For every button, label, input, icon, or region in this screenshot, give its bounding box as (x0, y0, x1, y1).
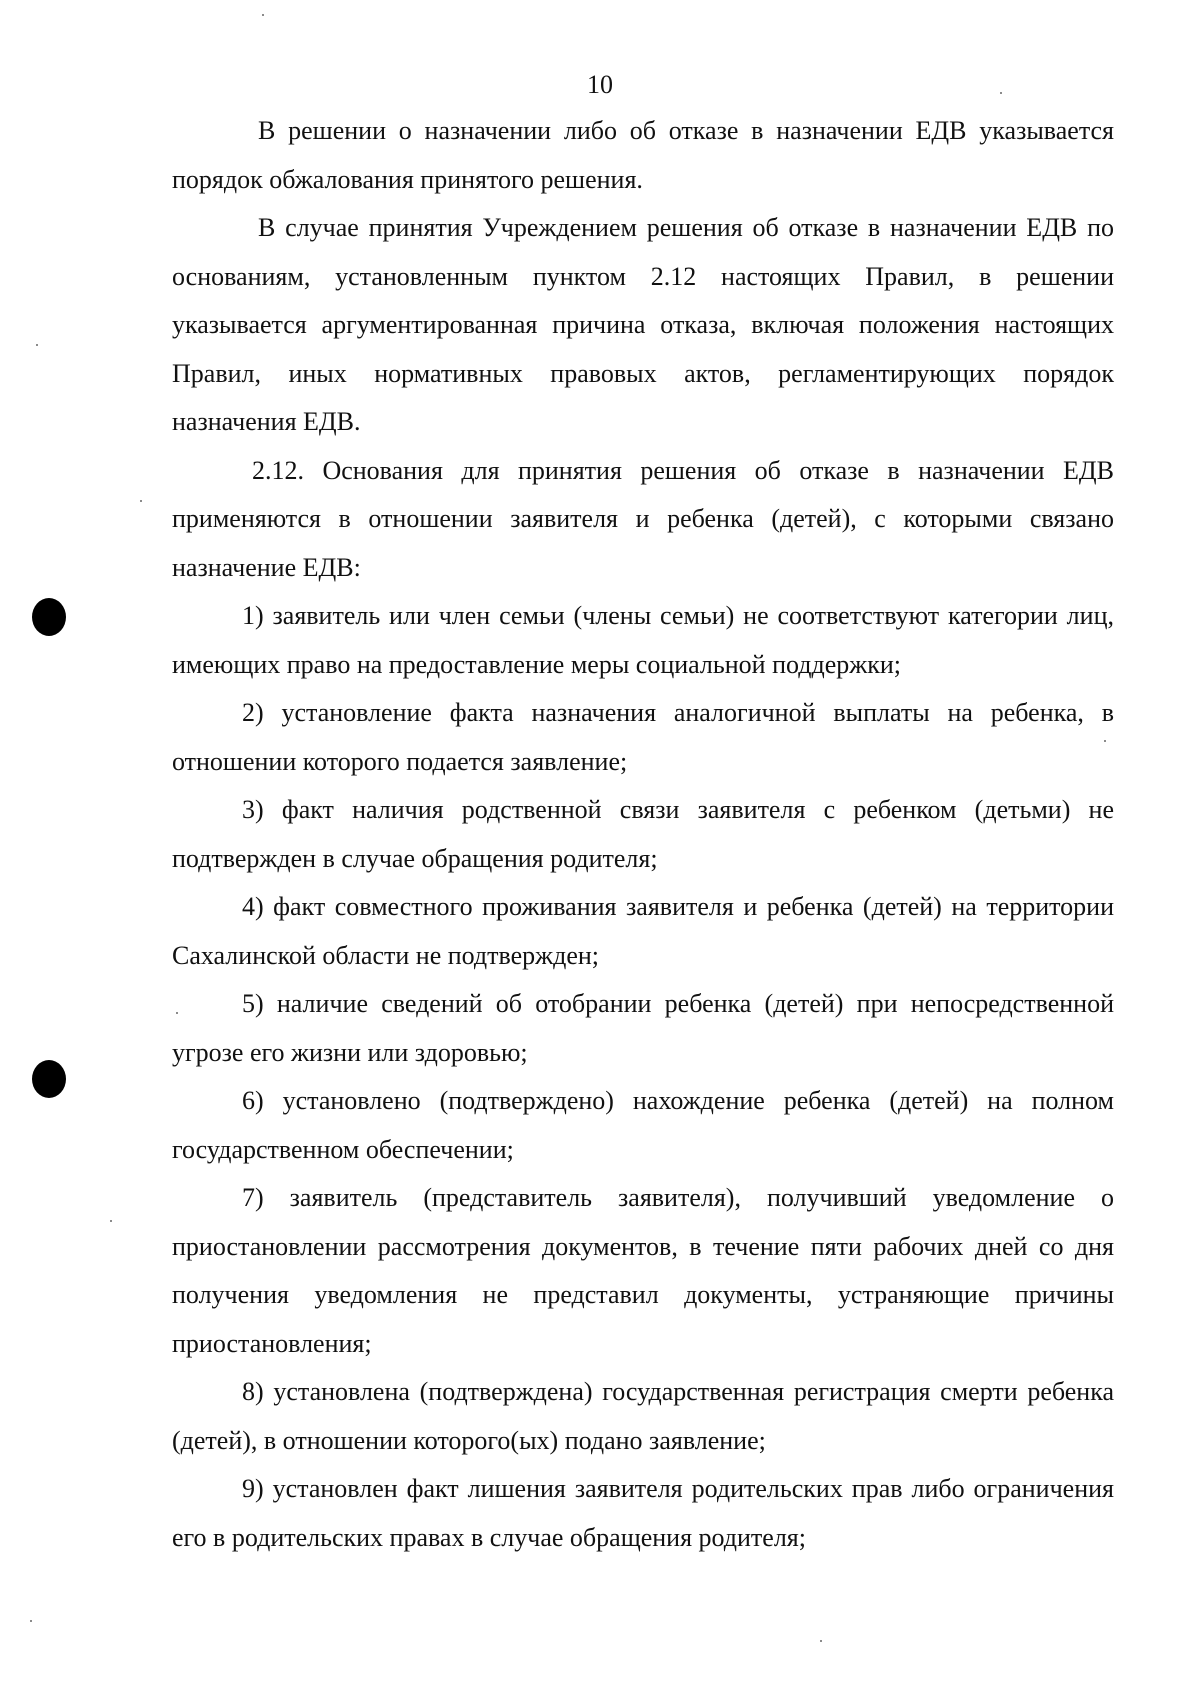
list-item: 9) установлен факт лишения заявителя родительских прав либо ограничения его в родительских правах в случае обращения родителя; (172, 1474, 1114, 1552)
list-item: 1) заявитель или член семьи (члены семьи) не соответствуют категории лиц, имеющих право на предоставление меры социальной поддержки; (172, 601, 1114, 679)
scan-speck (30, 1620, 32, 1622)
document-body (172, 107, 1114, 1562)
punch-hole-bottom (32, 1060, 66, 1098)
scan-speck (820, 1640, 822, 1642)
list-item: 6) установлено (подтверждено) нахождение ребенка (детей) на полном государственном обеспечении; (172, 1086, 1114, 1164)
paragraph-section-2-12: 2.12. Основания для принятия решения об отказе в назначении ЕДВ применяются в отношении заявителя и ребенка (детей), с которыми связано назначение ЕДВ: (172, 455, 1114, 582)
list-item: 2) установление факта назначения аналогичной выплаты на ребенка, в отношении которого подается заявление; (172, 698, 1114, 776)
list-item: 8) установлена (подтверждена) государственная регистрация смерти ребенка (детей), в отношении которого(ых) подано заявление; (172, 1377, 1114, 1455)
scan-speck (1104, 740, 1106, 742)
list-item: 5) наличие сведений об отобрании ребенка (детей) при непосредственной угрозе его жизни или здоровью; (172, 989, 1114, 1067)
scan-speck (140, 500, 142, 502)
scan-speck (262, 14, 264, 16)
page-number: 10 (587, 70, 613, 99)
list-item: 3) факт наличия родственной связи заявителя с ребенком (детьми) не подтвержден в случае обращения родителя; (172, 795, 1114, 873)
list-item: 7) заявитель (представитель заявителя), получивший уведомление о приостановлении рассмотрения документов, в течение пяти рабочих дней со дня получения уведомления не представил документы, устраняющие причины приостановления; (172, 1183, 1114, 1358)
list-item: 4) факт совместного проживания заявителя и ребенка (детей) на территории Сахалинской области не подтвержден; (172, 892, 1114, 970)
paragraph-appeal-procedure: В решении о назначении либо об отказе в назначении ЕДВ указывается порядок обжалования принятого решения. (172, 116, 1114, 194)
scan-speck (1000, 92, 1002, 94)
scan-speck (176, 1012, 178, 1014)
paragraph-refusal-reasoning: В случае принятия Учреждением решения об отказе в назначении ЕДВ по основаниям, установленным пунктом 2.12 настоящих Правил, в решении указывается аргументированная причина отказа, включая положения настоящих Правил, иных нормативных правовых актов, регламентирующих порядок назначения ЕДВ. (172, 213, 1114, 436)
scan-speck (110, 1220, 112, 1222)
punch-hole-top (32, 598, 66, 636)
scan-speck (36, 344, 38, 346)
